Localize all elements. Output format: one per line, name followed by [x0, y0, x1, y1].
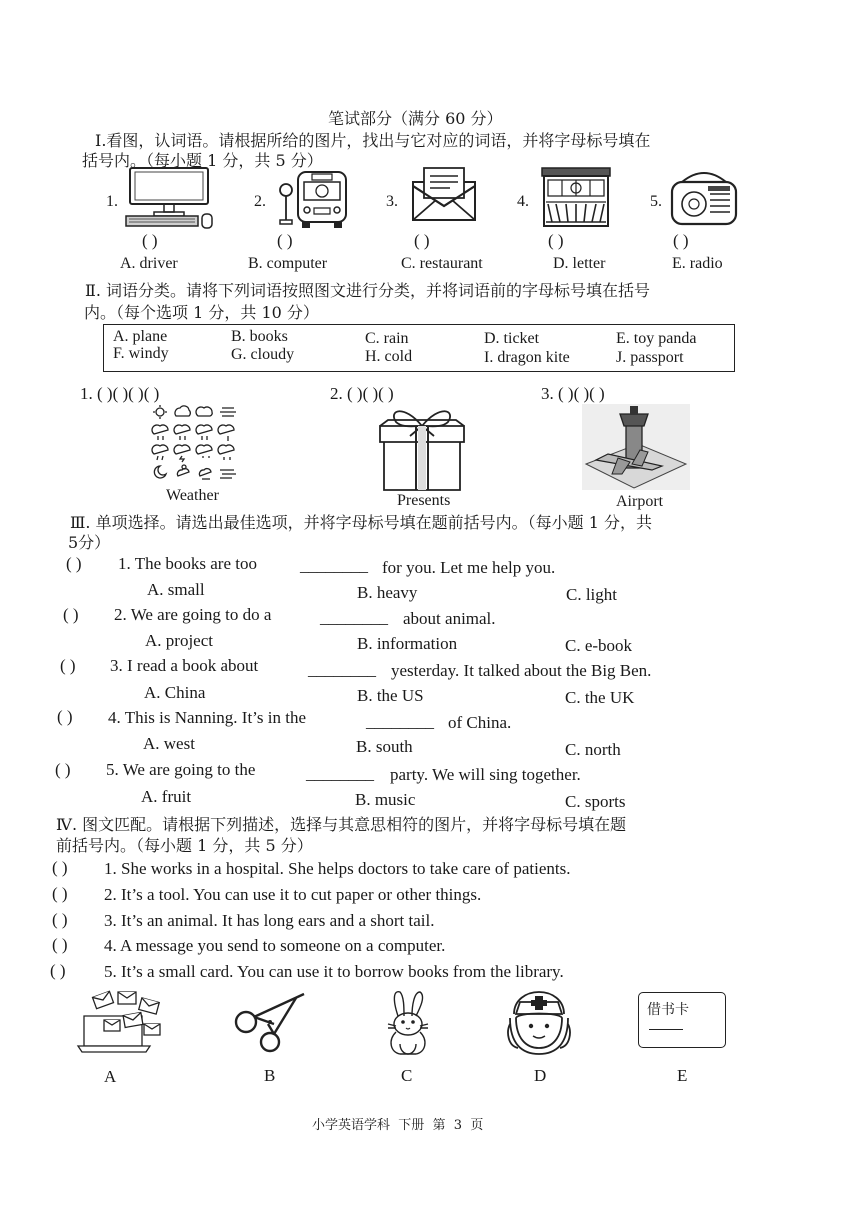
radio-icon [668, 166, 740, 228]
choice-b: B. information [357, 634, 458, 653]
description-text: 3. It’s an animal. It has long ears and a short tail. [104, 911, 435, 930]
library-card-text: 借书卡 [647, 1002, 689, 1018]
answer-blank[interactable]: ( ) [50, 961, 66, 980]
question-text: of China. [448, 713, 512, 732]
question-text: 5. We are going to the [106, 760, 256, 779]
choice-b: B. music [355, 790, 416, 809]
card-line [649, 1029, 683, 1030]
question-text: for you. Let me help you. [382, 558, 556, 577]
letter-envelope-icon [410, 166, 478, 222]
description-text: 1. She works in a hospital. She helps doctors to take care of patients. [104, 859, 571, 878]
choice-b: B. south [356, 737, 413, 756]
section3-instruction-line1: Ⅲ. 单项选择。请选出最佳选项，并将字母标号填在题前括号内。（每小题 1 分，共 [70, 513, 652, 532]
s1-item-number: 5. [650, 193, 662, 210]
question-text: about animal. [403, 609, 496, 628]
rabbit-icon [380, 988, 436, 1058]
s1-item-number: 4. [517, 193, 529, 210]
section2-instruction-line1: Ⅱ. 词语分类。请将下列词语按照图文进行分类，并将词语前的字母标号填在括号 [85, 281, 651, 300]
answer-blank[interactable]: ( ) [57, 707, 73, 726]
answer-blank[interactable]: ( ) [55, 760, 71, 779]
word-option: D. letter [553, 255, 606, 272]
choice-c: C. light [566, 585, 618, 604]
scissors-icon [230, 990, 310, 1054]
picture-letter-a: A [104, 1067, 117, 1086]
category-label-weather: Weather [166, 487, 219, 504]
choice-a: A. China [144, 683, 206, 702]
vocab-word: D. ticket [484, 330, 540, 347]
description-text: 2. It’s a tool. You can use it to cut paper or other things. [104, 885, 482, 904]
category-label-presents: Presents [397, 492, 451, 509]
section4-instruction-line1: Ⅳ. 图文匹配。请根据下列描述，选择与其意思相符的图片，并将字母标号填在题 [56, 815, 627, 834]
section1-instruction-line1: Ⅰ.看图，认词语。请根据所给的图片，找出与它对应的词语，并将字母标号填在 [95, 131, 651, 150]
answer-blank[interactable]: ( ) [52, 935, 68, 954]
question-text: yesterday. It talked about the Big Ben. [391, 661, 652, 680]
vocab-word: H. cold [365, 348, 413, 365]
answer-blank[interactable]: ( ) [277, 231, 293, 250]
section1-instruction-line2: 括号内。（每小题 1 分，共 5 分） [82, 151, 323, 170]
answer-blank[interactable]: ( ) [52, 884, 68, 903]
fill-blank[interactable]: ________ [306, 764, 374, 783]
description-text: 4. A message you send to someone on a computer. [104, 936, 446, 955]
section2-instruction-line2: 内。（每个选项 1 分，共 10 分） [84, 303, 319, 322]
choice-c: C. north [565, 740, 621, 759]
vocab-word: J. passport [616, 349, 684, 366]
s1-item-number: 2. [254, 193, 266, 210]
word-option: E. radio [672, 255, 723, 272]
library-card-icon [638, 992, 726, 1048]
word-option: B. computer [248, 255, 328, 272]
choice-c: C. e-book [565, 636, 633, 655]
choice-b: B. the US [357, 686, 424, 705]
vocab-word: A. plane [113, 328, 168, 345]
vocab-word: B. books [231, 328, 288, 345]
question-text: 1. The books are too [118, 554, 257, 573]
answer-blank[interactable]: ( ) [66, 554, 82, 573]
description-text: 5. It’s a small card. You can use it to borrow books from the library. [104, 962, 564, 981]
fill-blank[interactable]: ________ [308, 660, 376, 679]
choice-a: A. small [147, 580, 205, 599]
category-blanks-presents[interactable]: 2. ( )( )( ) [330, 384, 394, 403]
category-blanks-airport[interactable]: 3. ( )( )( ) [541, 384, 605, 403]
category-blanks-weather[interactable]: 1. ( )( )( )( ) [80, 384, 160, 403]
choice-c: C. the UK [565, 688, 635, 707]
restaurant-icon [540, 166, 612, 228]
page-footer: 小学英语学科 下册 第 3 页 [312, 1118, 484, 1133]
computer-icon [124, 166, 216, 232]
question-text: 2. We are going to do a [114, 605, 272, 624]
s1-item-number: 1. [106, 193, 118, 210]
s1-item-number: 3. [386, 193, 398, 210]
answer-blank[interactable]: ( ) [673, 231, 689, 250]
weather-icon [150, 404, 242, 484]
category-label-airport: Airport [616, 493, 664, 510]
choice-a: A. project [145, 631, 213, 650]
choice-a: A. west [143, 734, 195, 753]
section4-instruction-line2: 前括号内。（每小题 1 分，共 5 分） [56, 836, 313, 855]
answer-blank[interactable]: ( ) [52, 910, 68, 929]
section3-instruction-line2: 5分） [68, 533, 111, 552]
picture-letter-c: C [401, 1066, 413, 1085]
fill-blank[interactable]: ________ [366, 712, 434, 731]
page-title: 笔试部分（满分 60 分） [328, 109, 503, 128]
vocab-word: F. windy [113, 345, 169, 362]
choice-b: B. heavy [357, 583, 418, 602]
picture-letter-d: D [534, 1066, 547, 1085]
word-option: A. driver [120, 255, 178, 272]
answer-blank[interactable]: ( ) [548, 231, 564, 250]
airport-icon [582, 404, 690, 490]
vocab-word: C. rain [365, 330, 409, 347]
vocab-word: E. toy panda [616, 330, 697, 347]
fill-blank[interactable]: ________ [300, 556, 368, 575]
picture-letter-b: B [264, 1066, 276, 1085]
bus-driver-icon [276, 168, 350, 230]
fill-blank[interactable]: ________ [320, 608, 388, 627]
vocab-word: G. cloudy [231, 346, 295, 363]
answer-blank[interactable]: ( ) [142, 231, 158, 250]
question-text: 3. I read a book about [110, 656, 259, 675]
question-text: party. We will sing together. [390, 765, 581, 784]
choice-c: C. sports [565, 792, 626, 811]
answer-blank[interactable]: ( ) [63, 605, 79, 624]
question-text: 4. This is Nanning. It’s in the [108, 708, 307, 727]
word-option: C. restaurant [401, 255, 483, 272]
answer-blank[interactable]: ( ) [414, 231, 430, 250]
answer-blank[interactable]: ( ) [60, 656, 76, 675]
picture-letter-e: E [677, 1066, 688, 1085]
gift-box-icon [374, 402, 470, 492]
answer-blank[interactable]: ( ) [52, 858, 68, 877]
vocab-word: I. dragon kite [484, 349, 570, 366]
email-laptop-icon [76, 990, 168, 1056]
nurse-icon [504, 988, 574, 1058]
choice-a: A. fruit [141, 787, 192, 806]
